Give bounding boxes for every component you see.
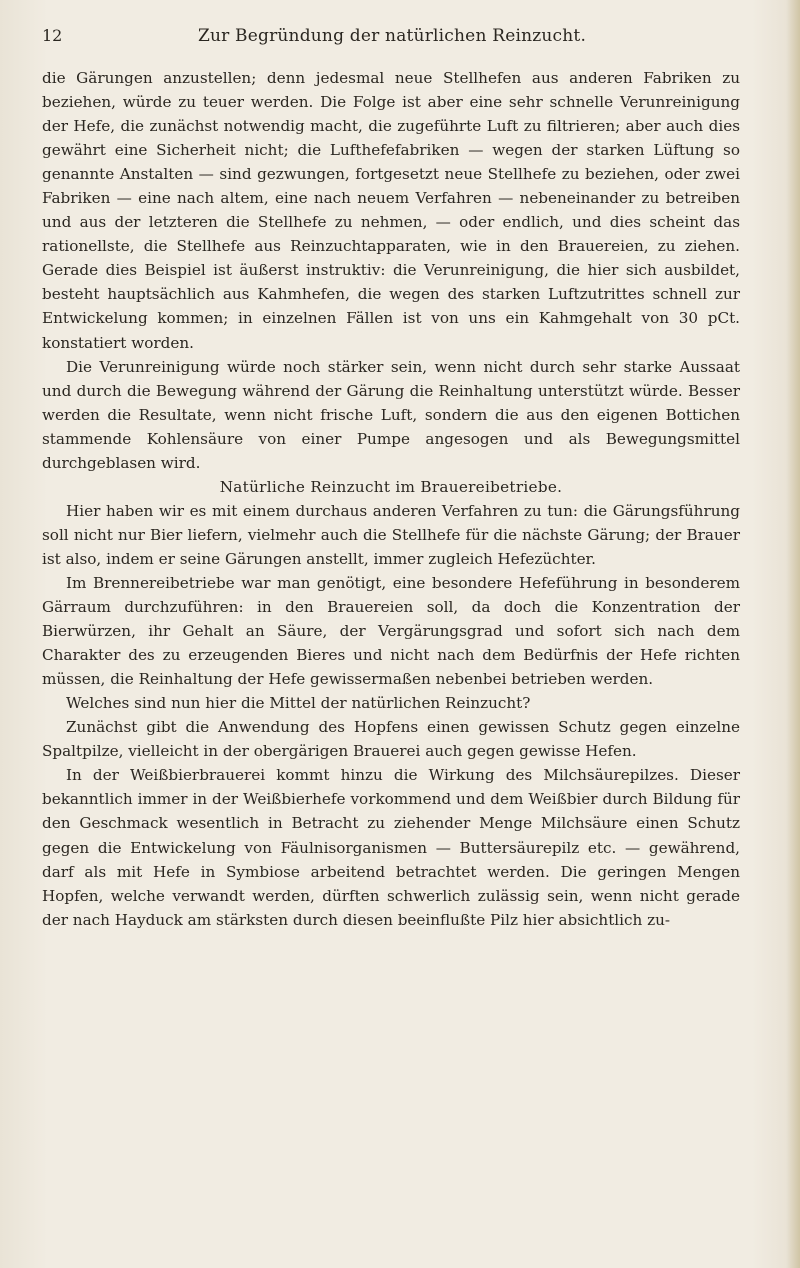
page-number: 12 bbox=[42, 26, 63, 45]
page-edge-shadow bbox=[786, 0, 800, 1268]
paragraph: die Gärungen anzustellen; denn jedesmal neue Stellhefen aus anderen Fabriken zu beziehen, würde zu teuer werden. Die Folge ist aber eine sehr schnelle Verunreinigung der Hefe, die zunächst notwendig macht, die zugeführte Luft zu filtrieren; aber auch dies gewährt eine Sicherheit nicht; die Lufthefefabriken — wegen der starken Lüftung so genannte Anstalten — sind gezwungen, fortgesetzt neue Stellhefe zu beziehen, oder zwei Fabriken — eine nach altem, eine nach neuem Verfahren — nebeneinander zu betreiben und aus der letzteren die Stellhefe zu nehmen, — oder endlich, und dies scheint das rationellste, die Stellhefe aus Reinzuchtapparaten, wie in den Brauereien, zu ziehen. Gerade dies Beispiel ist äußerst instruktiv: die Verunreinigung, die hier sich ausbildet, besteht hauptsächlich aus Kahmhefen, die wegen des starken Luftzutrittes schnell zur Entwickelung kommen; in einzelnen Fällen ist von uns ein Kahmgehalt von 30 pCt. konstatiert worden. bbox=[42, 69, 740, 352]
paragraph: Im Brennereibetriebe war man genötigt, eine besondere Hefeführung in besonderem Gärraum durchzuführen: in den Brauereien soll, da doch die Konzentration der Bierwürzen, ihr Gehalt an Säure, der Vergärungsgrad und sofort sich nach dem Charakter des zu erzeugenden Bieres und nicht nach dem Bedürfnis der Hefe richten müssen, die Reinhaltung der Hefe gewissermaßen nebenbei betrieben werden. bbox=[42, 573, 740, 689]
body-text bbox=[42, 66, 740, 932]
paragraph: Die Verunreinigung würde noch stärker sein, wenn nicht durch sehr starke Aussaat und durch die Bewegung während der Gärung die Reinhaltung unterstützt würde. Besser werden die Resultate, wenn nicht frische Luft, sondern die aus den eigenen Bottichen stammende Kohlensäure von einer Pumpe angesogen und als Bewegungsmittel durchgeblasen wird. bbox=[42, 357, 740, 472]
paragraph: Welches sind nun hier die Mittel der natürlichen Reinzucht? bbox=[66, 694, 531, 713]
paragraph: Hier haben wir es mit einem durchaus anderen Verfahren zu tun: die Gärungsführung soll nicht nur Bier liefern, vielmehr auch die Stellhefe für die nächste Gärung; der Brauer ist also, indem er seine Gärungen anstellt, immer zugleich Hefezüchter. bbox=[42, 501, 740, 568]
section-heading: Natürliche Reinzucht im Brauereibetriebe. bbox=[219, 477, 563, 496]
paragraph: Zunächst gibt die Anwendung des Hopfens einen gewissen Schutz gegen einzelne Spaltpilze, vielleicht in der obergärigen Brauerei auch gegen gewisse Hefen. bbox=[42, 718, 740, 761]
paragraph: In der Weißbierbrauerei kommt hinzu die Wirkung des Milchsäurepilzes. Dieser bekanntlich immer in der Weißbierhefe vorkommend und dem Weißbier durch Bildung für den Geschmack wesentlich in Betracht zu ziehender Menge Milchsäure einen Schutz gegen die Entwickelung von Fäulnisorganismen — Buttersäurepilz etc. — gewährend, darf als mit Hefe in Symbiose arbeitend betrachtet werden. Die geringen Mengen Hopfen, welche verwandt werden, dürften schwerlich zulässig sein, wenn nicht gerade der nach Hayduck am stärksten durch diesen beeinflußte Pilz hier absichtlich zu- bbox=[42, 766, 740, 929]
running-title: Zur Begründung der natürlichen Reinzucht. bbox=[197, 26, 587, 46]
page-header bbox=[42, 26, 742, 52]
